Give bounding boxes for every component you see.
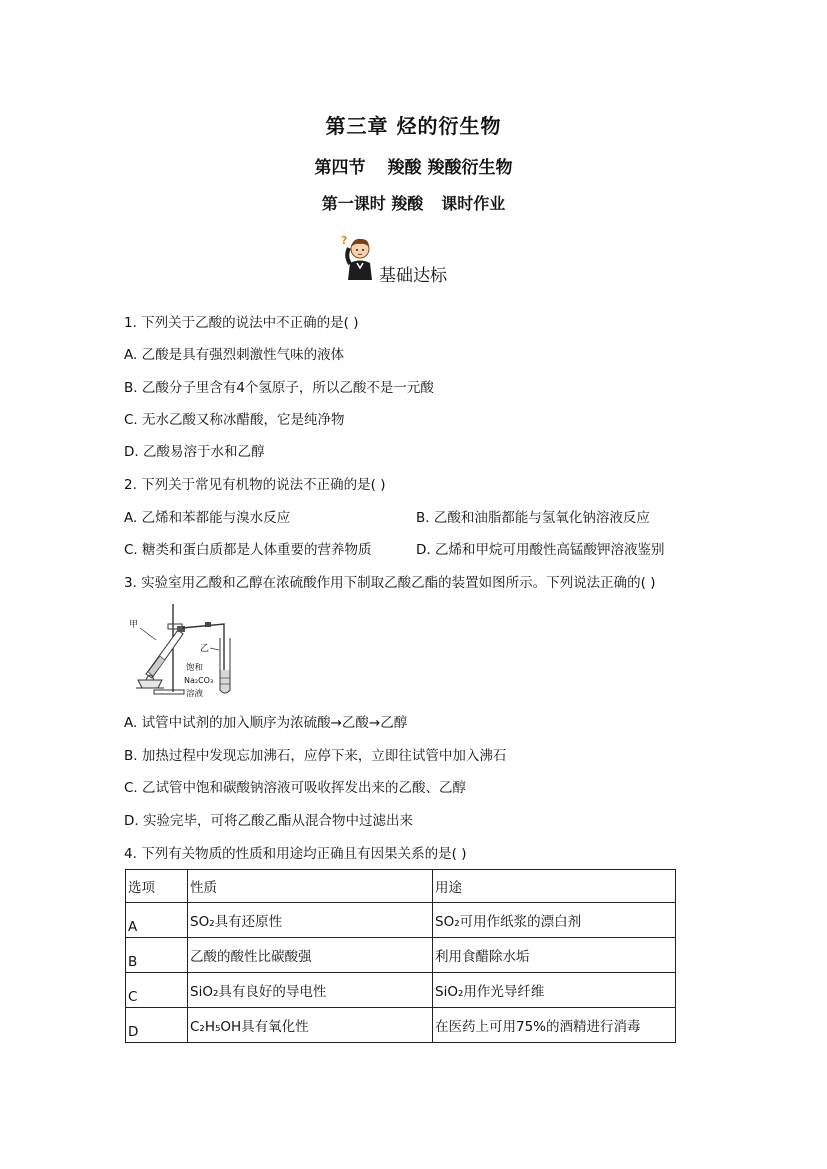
row-usage: SO₂可用作纸浆的漂白剂 bbox=[433, 903, 676, 938]
q3-option-b: B. 加热过程中发现忘加沸石，应停下来，立即往试管中加入沸石 bbox=[124, 748, 507, 764]
lesson-name: 第一课时 羧酸 bbox=[321, 194, 424, 213]
label-solution-line2: Na₂CO₃ bbox=[184, 676, 214, 685]
thinking-student-icon bbox=[340, 234, 380, 282]
basic-level-badge bbox=[340, 234, 470, 284]
table-row bbox=[126, 973, 676, 1008]
row-property: SO₂具有还原性 bbox=[188, 903, 433, 938]
row-property: C₂H₅OH具有氧化性 bbox=[188, 1008, 433, 1043]
row-option: A bbox=[126, 903, 188, 938]
row-property: 乙酸的酸性比碳酸强 bbox=[188, 938, 433, 973]
table-row bbox=[126, 903, 676, 938]
row-option: D bbox=[126, 1008, 188, 1043]
q1-option-c: C. 无水乙酸又称冰醋酸，它是纯净物 bbox=[124, 412, 345, 428]
q3-stem: 3. 实验室用乙酸和乙醇在浓硫酸作用下制取乙酸乙酯的装置如图所示。下列说法正确的( ) bbox=[124, 575, 656, 591]
row-option: B bbox=[126, 938, 188, 973]
q3-option-a: A. 试管中试剂的加入顺序为浓硫酸→乙酸→乙醇 bbox=[124, 715, 408, 731]
q4-stem: 4. 下列有关物质的性质和用途均正确且有因果关系的是( ) bbox=[124, 846, 467, 862]
badge-label: 基础达标 bbox=[379, 266, 447, 286]
row-option: C bbox=[126, 973, 188, 1008]
apparatus-diagram bbox=[126, 600, 246, 700]
row-usage: 在医药上可用75%的酒精进行消毒 bbox=[433, 1008, 676, 1043]
q1-option-d: D. 乙酸易溶于水和乙醇 bbox=[124, 444, 265, 460]
table-row bbox=[126, 938, 676, 973]
q1-stem: 1. 下列关于乙酸的说法中不正确的是( ) bbox=[124, 315, 359, 331]
label-tube-a: 甲 bbox=[129, 620, 139, 630]
section-name: 羧酸 羧酸衍生物 bbox=[387, 158, 513, 178]
q2-option-b: B. 乙酸和油脂都能与氢氧化钠溶液反应 bbox=[416, 510, 650, 526]
svg-text:?: ? bbox=[341, 234, 348, 247]
q3-option-c: C. 乙试管中饱和碳酸钠溶液可吸收挥发出来的乙酸、乙醇 bbox=[124, 780, 467, 796]
q2-stem: 2. 下列关于常见有机物的说法不正确的是( ) bbox=[124, 477, 386, 493]
q2-option-c: C. 糖类和蛋白质都是人体重要的营养物质 bbox=[124, 542, 372, 558]
section-title bbox=[0, 153, 827, 178]
q2-option-a: A. 乙烯和苯都能与溴水反应 bbox=[124, 510, 291, 526]
label-tube-b: 乙 bbox=[200, 644, 210, 654]
row-usage: SiO₂用作光导纤维 bbox=[433, 973, 676, 1008]
table-header-row bbox=[126, 870, 676, 903]
header-option: 选项 bbox=[126, 870, 188, 903]
section-number: 第四节 bbox=[314, 158, 366, 178]
lesson-title bbox=[0, 191, 827, 214]
row-property: SiO₂具有良好的导电性 bbox=[188, 973, 433, 1008]
header-property: 性质 bbox=[188, 870, 433, 903]
q1-option-b: B. 乙酸分子里含有4个氢原子，所以乙酸不是一元酸 bbox=[124, 380, 434, 396]
label-solution-line3: 溶液 bbox=[186, 689, 204, 699]
chapter-title: 第三章 烃的衍生物 bbox=[325, 114, 502, 138]
q4-table bbox=[125, 869, 676, 1043]
row-usage: 利用食醋除水垢 bbox=[433, 938, 676, 973]
header-usage: 用途 bbox=[433, 870, 676, 903]
q3-option-d: D. 实验完毕，可将乙酸乙酯从混合物中过滤出来 bbox=[124, 813, 413, 829]
lesson-type: 课时作业 bbox=[441, 194, 506, 213]
table-row bbox=[126, 1008, 676, 1043]
label-solution-line1: 饱和 bbox=[186, 663, 204, 673]
q1-option-a: A. 乙酸是具有强烈刺激性气味的液体 bbox=[124, 347, 345, 363]
q2-option-d: D. 乙烯和甲烷可用酸性高锰酸钾溶液鉴别 bbox=[416, 542, 665, 558]
esterification-apparatus-figure bbox=[126, 600, 246, 700]
